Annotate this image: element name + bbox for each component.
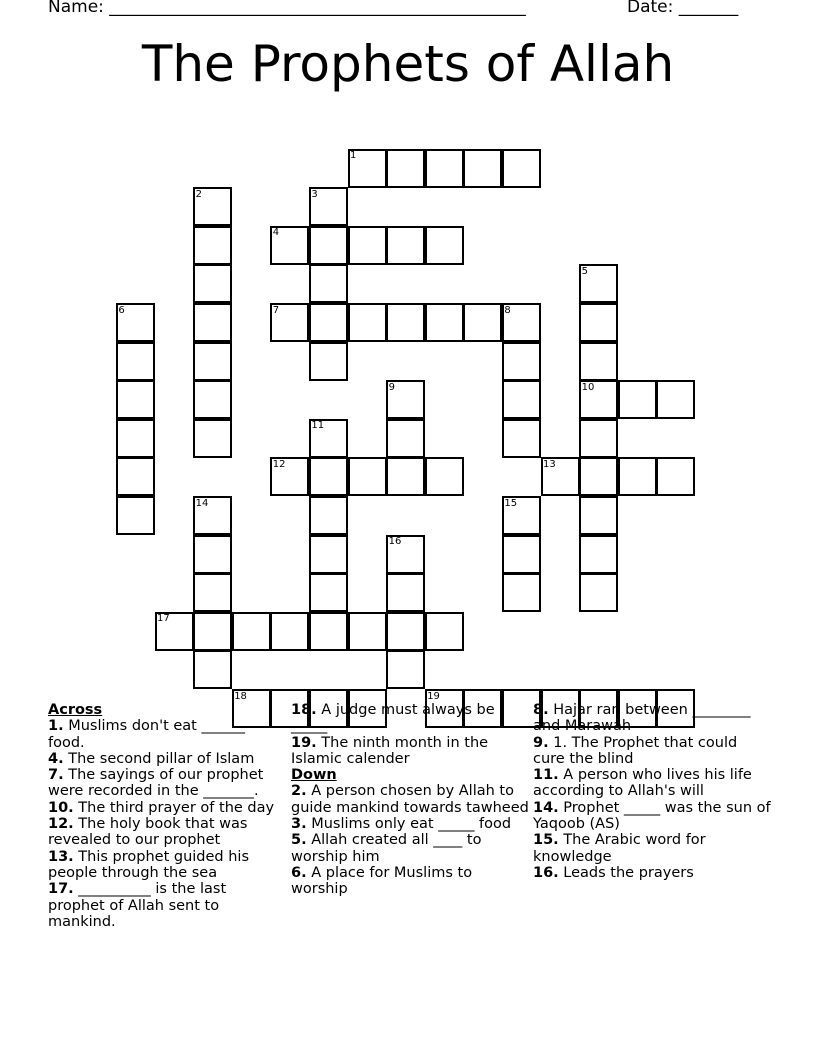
- clue-item-number: 7.: [48, 767, 64, 784]
- clue-item: [48, 767, 286, 800]
- clue-item-text: A judge must always be _____: [291, 702, 495, 735]
- clue-number: 1: [350, 150, 357, 162]
- clue-number: 6: [118, 304, 125, 316]
- clue-item-number: 1.: [48, 718, 64, 735]
- clue-number: 9: [388, 381, 395, 393]
- clue-item: [533, 832, 771, 865]
- clue-item-number: 4.: [48, 750, 64, 767]
- clue-number: 3: [311, 188, 318, 200]
- grid-cell[interactable]: [386, 457, 425, 496]
- grid-cell[interactable]: [425, 457, 464, 496]
- grid-cell[interactable]: [116, 419, 155, 458]
- clue-number: 5: [581, 265, 588, 277]
- clue-column-1: [48, 702, 286, 930]
- grid-cell[interactable]: [463, 149, 502, 188]
- grid-cell[interactable]: [425, 226, 464, 265]
- clue-item-text: The ninth month in the Islamic calender: [291, 734, 489, 767]
- clue-number: 15: [504, 497, 518, 509]
- grid-cell[interactable]: [502, 535, 541, 574]
- clue-item-number: 17.: [48, 881, 74, 898]
- clue-item-text: A person chosen by Allah to guide mankind towards tawheed: [291, 783, 529, 816]
- grid-cell[interactable]: [193, 612, 232, 651]
- grid-cell[interactable]: [309, 303, 348, 342]
- grid-cell[interactable]: [309, 264, 348, 303]
- clue-item-number: 8.: [533, 702, 549, 718]
- clue-item: [48, 718, 286, 751]
- clue-item: [48, 849, 286, 882]
- clue-item-text: Allah created all ____ to worship him: [291, 832, 482, 865]
- clue-item: [48, 816, 286, 849]
- clue-item-number: 18.: [291, 702, 317, 718]
- clue-item-text: The third prayer of the day: [73, 799, 275, 816]
- clue-item-text: 1. The Prophet that could cure the blind: [533, 734, 738, 767]
- clue-item-number: 16.: [533, 864, 559, 881]
- grid-cell[interactable]: [502, 380, 541, 419]
- clue-number: 19: [427, 690, 440, 702]
- grid-cell[interactable]: [618, 457, 657, 496]
- grid-cell[interactable]: [463, 303, 502, 342]
- clue-item-text: The Arabic word for knowledge: [533, 832, 706, 865]
- clue-item: [291, 702, 529, 735]
- grid-cell[interactable]: [386, 226, 425, 265]
- grid-cell[interactable]: [579, 535, 618, 574]
- clue-item-text: The sayings of our prophet were recorded in the _______.: [48, 767, 264, 800]
- clue-number: 8: [504, 304, 511, 316]
- grid-cell[interactable]: [502, 149, 541, 188]
- clue-item-number: 14.: [533, 799, 559, 816]
- grid-cell[interactable]: [579, 303, 618, 342]
- clue-item-text: __________ is the last prophet of Allah sent to mankind.: [48, 881, 227, 930]
- clue-item: [533, 735, 771, 768]
- grid-cell[interactable]: [232, 612, 271, 651]
- across-heading: Across: [48, 702, 103, 718]
- grid-cell[interactable]: [309, 496, 348, 535]
- clue-item: [291, 783, 529, 816]
- grid-cell[interactable]: [309, 457, 348, 496]
- grid-cell[interactable]: [309, 573, 348, 612]
- clue-item: [533, 767, 771, 800]
- grid-cell[interactable]: [386, 650, 425, 689]
- grid-cell[interactable]: [348, 612, 387, 651]
- grid-cell[interactable]: [425, 303, 464, 342]
- grid-cell[interactable]: [579, 342, 618, 381]
- clue-item-text: Muslims don't eat ______ food.: [48, 718, 245, 751]
- clue-number: 18: [234, 690, 247, 702]
- clue-item-number: 11.: [533, 767, 559, 784]
- clue-item-text: A place for Muslims to worship: [291, 864, 473, 898]
- grid-cell[interactable]: [193, 342, 232, 381]
- clue-item-number: 2.: [291, 783, 307, 800]
- grid-cell[interactable]: [193, 303, 232, 342]
- clue-number: 11: [311, 420, 325, 432]
- clue-number: 10: [581, 381, 595, 393]
- grid-cell[interactable]: [116, 457, 155, 496]
- name-field[interactable]: Name: _________________________________________________: [48, 0, 526, 17]
- grid-cell[interactable]: [270, 612, 309, 651]
- grid-cell[interactable]: [348, 226, 387, 265]
- grid-cell[interactable]: [656, 380, 695, 419]
- clue-item-number: 3.: [291, 816, 307, 833]
- grid-cell[interactable]: [309, 226, 348, 265]
- clue-item-text: A person who lives his life according to Allah's will: [533, 767, 752, 800]
- grid-cell[interactable]: [348, 303, 387, 342]
- clue-number: 14: [195, 497, 209, 509]
- grid-cell[interactable]: [579, 573, 618, 612]
- clue-item-number: 6.: [291, 864, 307, 881]
- grid-cell[interactable]: [386, 149, 425, 188]
- clue-item: [533, 800, 771, 833]
- grid-cell[interactable]: [348, 457, 387, 496]
- clue-item: [533, 702, 771, 735]
- clue-item: [533, 865, 771, 881]
- grid-cell[interactable]: [309, 535, 348, 574]
- clue-item: [48, 800, 286, 816]
- clue-item-number: 5.: [291, 832, 307, 849]
- grid-cell[interactable]: [502, 573, 541, 612]
- clue-number: 16: [388, 536, 402, 548]
- clue-item-number: 10.: [48, 799, 74, 816]
- clue-item-number: 19.: [291, 734, 317, 751]
- grid-cell[interactable]: [116, 380, 155, 419]
- clue-number: 12: [272, 458, 286, 470]
- clue-item: [291, 865, 529, 898]
- grid-cell[interactable]: [116, 496, 155, 535]
- grid-cell[interactable]: [502, 419, 541, 458]
- clue-item-text: Hajar ran between ________ and Marawah: [533, 702, 751, 735]
- grid-cell[interactable]: [116, 342, 155, 381]
- clue-item-number: 15.: [533, 832, 559, 849]
- date-field[interactable]: Date: _______: [627, 0, 739, 17]
- clue-column-3: [533, 702, 771, 881]
- grid-cell[interactable]: [193, 535, 232, 574]
- grid-cell[interactable]: [502, 342, 541, 381]
- clue-item-number: 13.: [48, 848, 74, 865]
- grid-cell[interactable]: [193, 380, 232, 419]
- clue-number: 7: [272, 304, 280, 316]
- clue-item-text: The holy book that was revealed to our prophet: [48, 816, 248, 849]
- clue-item-number: 9.: [533, 734, 549, 751]
- grid-cell[interactable]: [193, 264, 232, 303]
- clue-item-number: 12.: [48, 816, 74, 833]
- grid-cell[interactable]: [386, 419, 425, 458]
- clue-number: 17: [157, 613, 170, 625]
- grid-cell[interactable]: [425, 149, 464, 188]
- grid-cell[interactable]: [618, 380, 657, 419]
- grid-cell[interactable]: [656, 457, 695, 496]
- clue-item: [291, 816, 529, 832]
- clue-column-2: [291, 702, 529, 898]
- grid-cell[interactable]: [579, 496, 618, 535]
- down-heading: Down: [291, 767, 337, 784]
- grid-cell[interactable]: [193, 226, 232, 265]
- clue-item: [291, 832, 529, 865]
- grid-cell[interactable]: [579, 457, 618, 496]
- grid-cell[interactable]: [425, 612, 464, 651]
- grid-cell[interactable]: [579, 419, 618, 458]
- clue-item-text: Prophet _____ was the sun of Yaqoob (AS): [533, 799, 771, 833]
- clue-number: 13: [543, 458, 556, 470]
- clue-item: [48, 881, 286, 930]
- grid-cell[interactable]: [386, 573, 425, 612]
- clue-item-text: This prophet guided his people through the sea: [48, 848, 249, 881]
- page-title: The Prophets of Allah: [141, 35, 675, 93]
- clue-number: 2: [195, 188, 202, 200]
- clue-item-text: Leads the prayers: [558, 864, 694, 881]
- grid-cell[interactable]: [386, 303, 425, 342]
- grid-cell[interactable]: [386, 612, 425, 651]
- grid-cell[interactable]: [309, 612, 348, 651]
- clue-item: [48, 751, 286, 767]
- clue-number: 4: [272, 227, 280, 239]
- grid-cell[interactable]: [193, 573, 232, 612]
- clue-item-text: Muslims only eat _____ food: [306, 816, 512, 833]
- grid-cell[interactable]: [309, 342, 348, 381]
- clue-item: [291, 735, 529, 768]
- grid-cell[interactable]: [193, 650, 232, 689]
- grid-cell[interactable]: [193, 419, 232, 458]
- clue-item-text: The second pillar of Islam: [63, 750, 255, 767]
